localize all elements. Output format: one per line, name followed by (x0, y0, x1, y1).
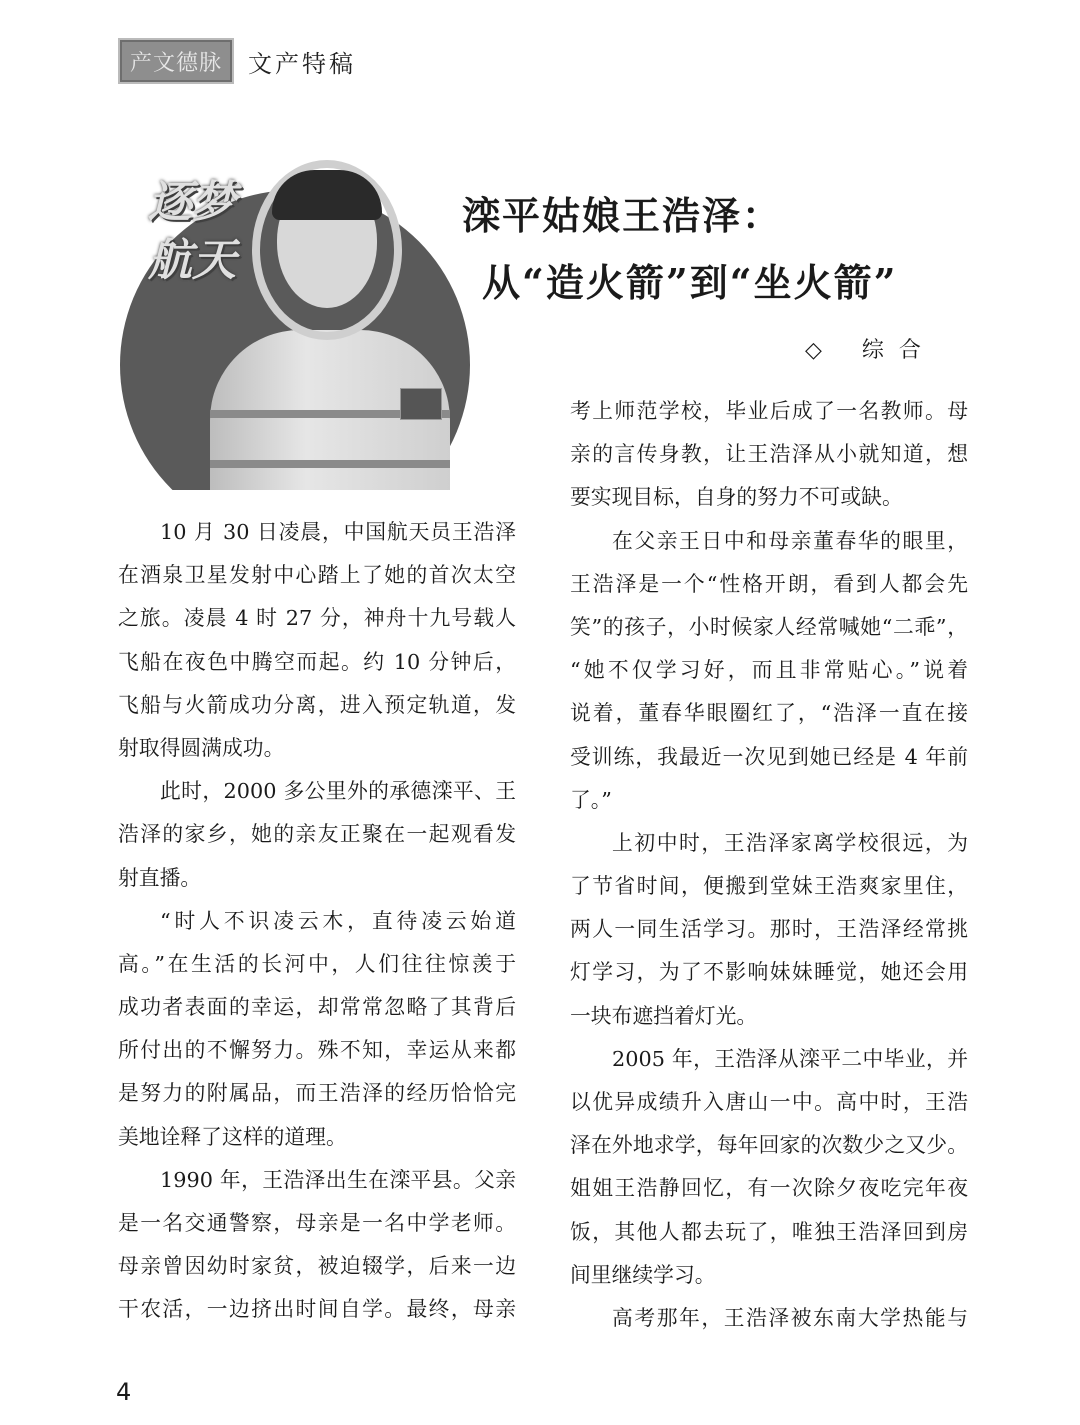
text-line: 成功者表面的幸运，却常常忽略了其背后 (118, 995, 516, 1020)
article-title-line1: 滦平姑娘王浩泽： (462, 193, 783, 238)
text-line: 一块布遮挡着灯光。 (570, 1003, 758, 1028)
page-number: 4 (116, 1378, 132, 1406)
text-line: 在父亲王日中和母亲董春华的眼里， (612, 528, 968, 553)
text-line: 在酒泉卫星发射中心踏上了她的首次太空 (118, 563, 516, 588)
text-line: 射取得圆满成功。 (118, 735, 285, 760)
paragraph (118, 1159, 516, 1332)
text-line: 射直播。 (118, 865, 202, 890)
text-line: 是努力的附属品，而王浩泽的经历恰恰完 (118, 1081, 516, 1106)
byline (805, 333, 925, 364)
text-line: 上初中时，王浩泽家离学校很远，为 (612, 830, 968, 855)
text-line: 是一名交通警察，母亲是一名中学老师。 (118, 1211, 516, 1235)
text-line: 间里继续学习。 (570, 1262, 716, 1287)
text-line: 美地诠释了这样的道理。 (118, 1124, 347, 1149)
right-column (570, 390, 968, 1340)
paragraph (570, 520, 968, 822)
column-logo-badge: 产文德脉 (118, 38, 234, 84)
paragraph (118, 511, 516, 770)
text-line: “时人不识凌云木，直待凌云始道 (160, 908, 516, 933)
text-line: 了节省时间，便搬到堂妹王浩爽家里住， (570, 874, 968, 899)
text-line: 10 月 30 日凌晨，中国航天员王浩泽 (160, 520, 516, 544)
text-line: 考上师范学校，毕业后成了一名教师。母 (570, 399, 968, 423)
text-line: “她不仅学习好，而且非常贴心。”说着 (570, 658, 968, 683)
text-line: 2005 年，王浩泽从滦平二中毕业，并 (612, 1046, 968, 1071)
text-line: 说着，董春华眼圈红了，“浩泽一直在接 (570, 701, 968, 726)
text-line: 干农活，一边挤出时间自学。最终，母亲 (118, 1297, 516, 1322)
suit-stripe (210, 460, 450, 468)
text-line: 王浩泽是一个“性格开朗，看到人都会先 (570, 571, 968, 596)
paragraph (570, 822, 968, 1038)
astronaut-photo (112, 160, 472, 490)
section-title: 文产特稿 (248, 50, 356, 78)
text-line: 高考那年，王浩泽被东南大学热能与 (612, 1305, 968, 1330)
flag-patch-icon (400, 388, 442, 420)
slogan-line: 逐梦 (148, 177, 236, 228)
text-line: 受训练，我最近一次见到她已经是 4 年前 (570, 744, 968, 769)
text-line: 1990 年，王浩泽出生在滦平县。父亲 (160, 1167, 516, 1192)
text-line: 以优异成绩升入唐山一中。高中时，王浩 (570, 1090, 968, 1114)
text-line: 母亲曾因幼时家贫，被迫辍学，后来一边 (118, 1254, 516, 1279)
paragraph (118, 900, 516, 1159)
text-line: 浩泽的家乡，她的亲友正聚在一起观看发 (118, 822, 516, 847)
text-line: 飞船与火箭成功分离，进入预定轨道，发 (118, 692, 516, 717)
slogan-line: 航天 (148, 235, 236, 286)
paragraph (570, 1038, 968, 1297)
diamond-icon: ◇ (805, 338, 826, 363)
text-line: 两人一同生活学习。那时，王浩泽经常挑 (570, 917, 968, 942)
byline-text: 综 合 (861, 338, 925, 363)
paragraph (570, 1297, 968, 1340)
text-line: 飞船在夜色中腾空而起。约 10 分钟后， (118, 649, 516, 674)
text-line: 笑”的孩子，小时候家人经常喊她“二乖”， (570, 614, 968, 639)
paragraph (118, 770, 516, 900)
slogan (148, 174, 236, 290)
paragraph (570, 390, 968, 520)
left-column (118, 511, 516, 1332)
text-line: 姐姐王浩静回忆，有一次除夕夜吃完年夜 (570, 1176, 968, 1201)
text-line: 饭，其他人都去玩了，唯独王浩泽回到房 (570, 1219, 968, 1244)
text-line: 之旅。凌晨 4 时 27 分，神舟十九号载人 (118, 606, 516, 631)
text-line: 所付出的不懈努力。殊不知，幸运从来都 (118, 1038, 516, 1063)
text-line: 灯学习，为了不影响妹妹睡觉，她还会用 (570, 960, 968, 985)
article-title-line2: 从“造火箭”到“坐火箭” (482, 260, 898, 305)
text-line: 要实现目标，自身的努力不可或缺。 (570, 485, 903, 510)
text-line: 此时，2000 多公里外的承德滦平、王 (160, 779, 516, 804)
text-line: 高。”在生活的长河中，人们往往惊羡于 (118, 951, 516, 976)
text-line: 亲的言传身教，让王浩泽从小就知道，想 (570, 442, 968, 467)
text-line: 了。” (570, 787, 612, 812)
text-line: 泽在外地求学，每年回家的次数少之又少。 (570, 1133, 968, 1158)
